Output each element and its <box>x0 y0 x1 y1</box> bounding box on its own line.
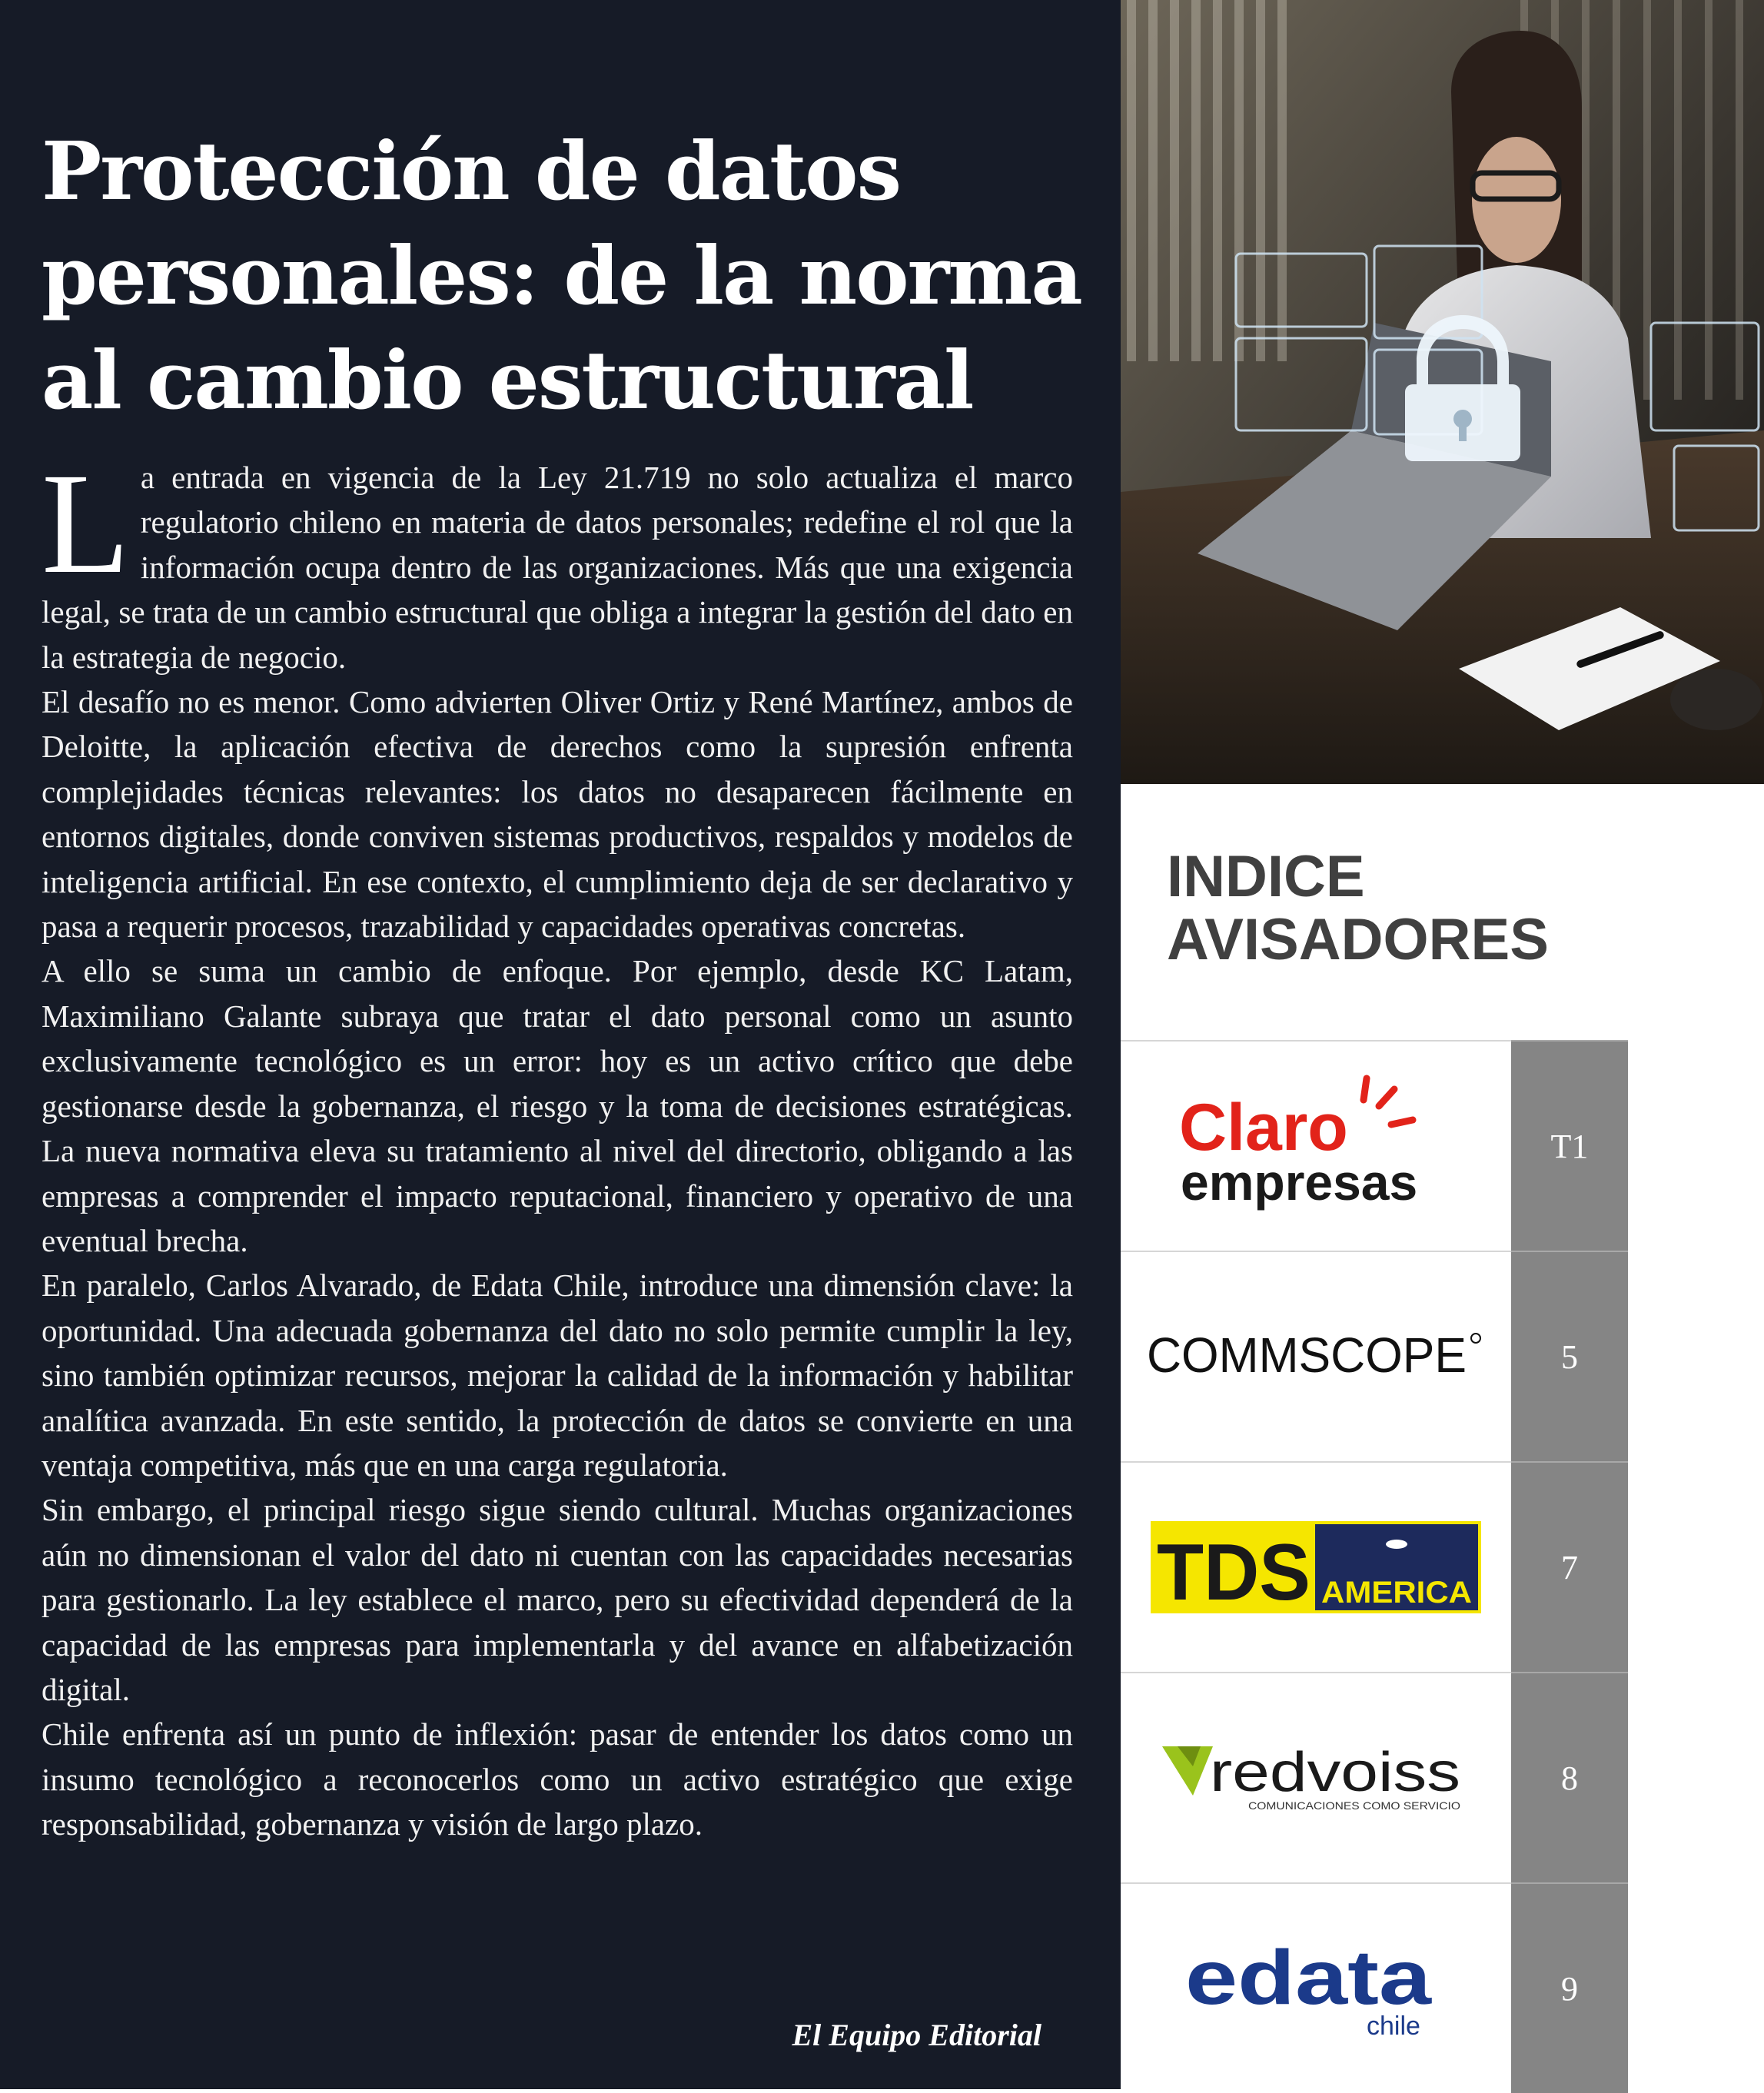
redvoiss-logo <box>1162 1736 1470 1820</box>
advertiser-row <box>1121 1883 1628 2093</box>
drop-cap: L <box>42 443 130 603</box>
logo-text: redvoiss <box>1210 1742 1460 1803</box>
article-paragraph: En paralelo, Carlos Alvarado, de Edata Chile, introduce una dimensión clave: la oportunidad. Una adecuada gobernanza del dato no solo permite cumplir la ley, sino también optimizar recursos, mejorar la calidad de la información y habilitar analítica avanzada. En este sentido, la protección de datos se convierte en una ventaja competitiva, más que en una carga regulatoria. <box>42 1267 1073 1483</box>
advertiser-row <box>1121 1673 1628 1883</box>
advertiser-page-number: 9 <box>1511 1883 1628 2093</box>
article-body <box>42 443 1073 1847</box>
article-paragraph: A ello se suma un cambio de enfoque. Por ejemplo, desde KC Latam, Maximiliano Galante subraya que tratar el dato personal como un asunto exclusivamente tecnológico es un error: hoy es un activo crítico que debe gestionarse desde la gobernanza, el riesgo y la toma de decisiones estratégicas. La nueva normativa eleva su tratamiento al nivel del directorio, obligando a las empresas a comprender el impacto reputacional, financiero y operativo de una eventual brecha. <box>42 953 1073 1258</box>
index-title-line: AVISADORES <box>1167 907 1549 972</box>
advertiser-row <box>1121 1041 1628 1251</box>
index-title <box>1167 846 1549 972</box>
tds-america-logo <box>1151 1521 1481 1613</box>
title-line: Protección de datos <box>42 124 901 218</box>
advertiser-page-number: 5 <box>1511 1251 1628 1462</box>
logo-text: empresas <box>1181 1154 1418 1211</box>
advertiser-logo-cell <box>1121 1462 1511 1673</box>
advertiser-logo-cell <box>1121 1673 1511 1883</box>
advertiser-row <box>1121 1462 1628 1673</box>
advertiser-table <box>1121 1040 1628 2093</box>
logo-text: COMUNICACIONES COMO SERVICIO <box>1248 1799 1461 1812</box>
article-paragraph <box>42 443 1073 679</box>
logo-text: Claro <box>1179 1091 1348 1164</box>
advertiser-page-number: T1 <box>1511 1041 1628 1251</box>
advertiser-index <box>1121 784 1764 2089</box>
title-line: al cambio estructural <box>42 333 973 427</box>
advertiser-logo-cell <box>1121 1041 1511 1251</box>
article-paragraph: Chile enfrenta así un punto de inflexión: pasar de entender los datos como un insumo tecnológico a reconocerlos como un activo estratégico que exige responsabilidad, gobernanza y visión de largo plazo. <box>42 1716 1073 1842</box>
paragraph-text: a entrada en vigencia de la Ley 21.719 no solo actualiza el marco regulatorio chileno en materia de datos personales; redefine el rol que la información ocupa dentro de las organizaciones. Más que una exigencia legal, se trata de un cambio estructural que obliga a integrar la gestión del dato en la estrategia de negocio. <box>42 460 1073 675</box>
logo-text: edata <box>1185 1935 1433 2021</box>
title-line: personales: de la norma <box>42 228 1081 323</box>
index-title-line: INDICE <box>1167 844 1365 909</box>
article-title <box>42 119 1102 433</box>
edata-chile-logo <box>1185 1935 1447 2042</box>
article-paragraph: Sin embargo, el principal riesgo sigue siendo cultural. Muchas organizaciones aún no dimensionan el valor del dato ni cuentan con las capacidades necesarias para gestionarlo. La ley establece el marco, pero su efectividad dependerá de la capacidad de las empresas para implementarla y del avance en alfabetización digital. <box>42 1492 1073 1707</box>
advertiser-page-number: 7 <box>1511 1462 1628 1673</box>
logo-text: TDS <box>1157 1528 1311 1613</box>
claro-empresas-logo <box>1162 1069 1470 1223</box>
advertiser-page-number: 8 <box>1511 1673 1628 1883</box>
logo-text: AMERICA <box>1321 1576 1472 1610</box>
cybersecurity-photo <box>1121 0 1764 784</box>
advertiser-logo-cell <box>1121 1251 1511 1462</box>
advertiser-row <box>1121 1251 1628 1462</box>
article-signature: El Equipo Editorial <box>792 2018 1041 2052</box>
logo-text: COMMSCOPE <box>1147 1327 1467 1383</box>
article-paragraph: El desafío no es menor. Como advierten Oliver Ortiz y René Martínez, ambos de Deloitte, la aplicación efectiva de derechos como la supresión enfrenta complejidades técnicas relevantes: los datos no desaparecen fácilmente en entornos digitales, donde conviven sistemas productivos, respaldos y modelos de inteligencia artificial. En ese contexto, el cumplimiento deja de ser declarativo y pasa a requerir procesos, trazabilidad y capacidades operativas concretas. <box>42 684 1073 945</box>
commscope-logo <box>1147 1318 1485 1395</box>
advertiser-logo-cell <box>1121 1883 1511 2093</box>
logo-text: chile <box>1367 2012 1420 2041</box>
